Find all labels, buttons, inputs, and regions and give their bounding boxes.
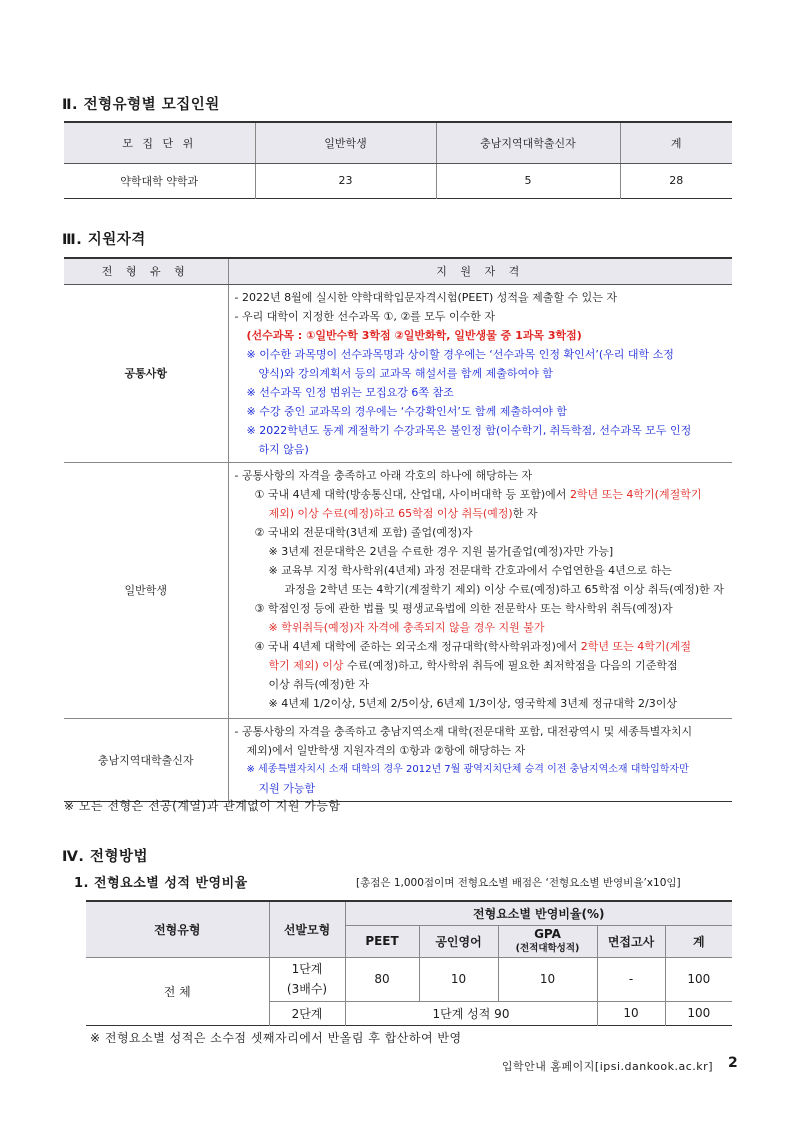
header-sum: 계 (665, 925, 732, 957)
cell-model-stage1 (269, 957, 345, 1001)
note-line: ※ 이수한 과목명이 선수과목명과 상이할 경우에는 ‘선수과목 인정 확인서’(우리 대학 소정 (246, 347, 674, 361)
note-line: 지원 가능함 (258, 781, 316, 795)
cell-total: 28 (620, 163, 732, 198)
table-row (86, 957, 732, 1001)
header-ratio-group: 전형요소별 반영비율(%) (345, 901, 732, 925)
header-english: 공인영어 (419, 925, 498, 957)
type-local: 충남지역대학출신자 (64, 718, 228, 801)
header-type: 전 형 유 형 (64, 258, 228, 284)
table-header-row (64, 122, 732, 163)
note-line: 과정을 2학년 또는 4학기(계절학기 제외) 이상 수료(예정)하고 65학점 이상 취득(예정)한 자 (284, 582, 724, 596)
text-line: 이상 취득(예정)한 자 (268, 677, 370, 691)
highlight-segment: 학기 제외) 이상 (268, 658, 344, 672)
stage1-multiple: (3배수) (286, 982, 328, 996)
eligibility-table (64, 257, 732, 802)
text-line: - 2022년 8월에 실시한 약학대학입문자격시험(PEET) 성적을 제출할 수 있는 자 (234, 290, 618, 304)
header-gpa-label: GPA (534, 926, 561, 941)
cell-gpa: 10 (498, 957, 597, 1001)
qualification-general (228, 462, 732, 718)
text-line (235, 504, 727, 523)
table-row-general (64, 462, 732, 718)
text-line (235, 637, 727, 656)
table-row (64, 163, 732, 198)
cell-unit: 약학대학 약학과 (120, 174, 199, 188)
type-common: 공통사항 (124, 367, 167, 380)
section-title-recruitment: Ⅱ. 전형유형별 모집인원 (62, 97, 220, 113)
footer-homepage: 입학안내 홈페이지[ipsi.dankook.ac.kr] (501, 1060, 713, 1073)
header-model: 선발모형 (269, 901, 345, 957)
note-rounding: ※ 전형요소별 성적은 소수점 셋째자리에서 반올림 후 합산하여 반영 (90, 1031, 462, 1045)
note-line: ※ 교육부 지정 학사학위(4년제) 과정 전문대학 간호과에서 수업연한을 4년으로 하는 (268, 563, 672, 577)
header-unit: 모 집 단 위 (64, 122, 255, 163)
header-peet: PEET (345, 925, 419, 957)
recruitment-table (64, 121, 732, 199)
table-row-local (64, 718, 732, 801)
text-line (235, 485, 727, 504)
text-line: ③ 학점인정 등에 관한 법률 및 평생교육법에 의한 전문학사 또는 학사학위 취득(예정)자 (254, 601, 673, 615)
page-number: 2 (728, 1055, 738, 1071)
note-line: ※ 세종특별자치시 소재 대학의 경우 2012년 7월 광역지치단체 승격 이전 충남지역소재 대학입학자만 (246, 763, 689, 775)
cell-english: 10 (419, 957, 498, 1001)
note-line: ※ 4년제 1/2이상, 5년제 2/5이상, 6년제 1/3이상, 영국학제 3년제 정규대학 2/3이상 (268, 696, 678, 710)
section-title-eligibility: Ⅲ. 지원자격 (62, 232, 146, 248)
cell-sum: 100 (665, 1001, 732, 1025)
note-line: ※ 수강 중인 교과목의 경우에는 ‘수강확인서’도 함께 제출하여야 함 (246, 404, 567, 418)
note-line: ※ 선수과목 인정 범위는 모집요강 6쪽 참조 (246, 385, 454, 399)
header-type: 전형유형 (86, 901, 269, 957)
header-qualification: 지 원 자 격 (228, 258, 732, 284)
section-title-method: Ⅳ. 전형방법 (62, 849, 149, 865)
cell-local: 5 (436, 163, 620, 198)
text-segment: ④ 국내 4년제 대학에 준하는 외국소재 정규대학(학사학위과정)에서 (254, 639, 581, 653)
cell-model-stage2: 2단계 (269, 1001, 345, 1025)
text-segment: 수료(예정)하고, 학사학위 취득에 필요한 최저학점을 다음의 기준학점 (343, 658, 678, 672)
table-row-common (64, 284, 732, 462)
text-line (235, 656, 727, 675)
cell-stage2-merged: 1단계 성적 90 (345, 1001, 597, 1025)
note-all-majors: ※ 모든 전형은 전공(계열)과 관계없이 지원 가능함 (64, 799, 341, 813)
score-ratio-table (86, 900, 732, 1026)
cell-general: 23 (255, 163, 436, 198)
header-local: 충남지역대학출신자 (436, 122, 620, 163)
header-gpa (498, 925, 597, 957)
text-line: ② 국내외 전문대학(3년제 포함) 졸업(예정)자 (254, 525, 473, 539)
cell-interview: 10 (597, 1001, 665, 1025)
subsection-title-ratio: 1. 전형요소별 성적 반영비율 (74, 876, 248, 891)
header-interview: 면접고사 (597, 925, 665, 957)
note-line: ※ 2022학년도 동계 계절학기 수강과목은 불인정 함(이수학기, 취득학점, 선수과목 모두 인정 (246, 423, 692, 437)
cell-interview: - (597, 957, 665, 1001)
cell-peet: 80 (345, 957, 419, 1001)
table-header-row (86, 901, 732, 925)
note-line: 양식)와 강의계획서 등의 교과목 해설서를 함께 제출하여야 함 (258, 366, 553, 380)
highlight-segment: 제외) 이상 수료(예정)하고 65학점 이상 취득(예정) (268, 506, 513, 520)
highlight-segment: 2학년 또는 4학기(계절학기 (569, 487, 702, 501)
cell-type: 전 체 (86, 957, 269, 1025)
text-segment: ① 국내 4년제 대학(방송통신대, 산업대, 사이버대학 등 포함)에서 (254, 487, 570, 501)
text-line: - 공통사항의 자격을 충족하고 아래 각호의 하나에 해당하는 자 (234, 468, 533, 482)
warning-line: ※ 학위취득(예정)자 자격에 충족되지 않을 경우 지원 불가 (268, 620, 545, 634)
text-segment: 한 자 (512, 506, 538, 520)
header-gpa-sub: (전적대학성적) (515, 942, 580, 954)
note-line: ※ 3년제 전문대학은 2년을 수료한 경우 지원 불가[졸업(예정)자만 가능] (268, 544, 614, 558)
header-general: 일반학생 (255, 122, 436, 163)
text-line: - 공통사항의 자격을 충족하고 충남지역소재 대학(전문대학 포함, 대전광역시 및 세종특별자치시 (234, 724, 693, 738)
table-header-row (64, 258, 732, 284)
highlight-segment: 2학년 또는 4학기(계절 (580, 639, 691, 653)
prerequisite-line: (선수과목 : ①일반수학 3학점 ②일반화학, 일반생물 중 1과목 3학점) (246, 328, 582, 342)
text-line: 제외)에서 일반학생 지원자격의 ①항과 ②항에 해당하는 자 (246, 743, 526, 757)
score-note: [총점은 1,000점이며 전형요소별 배점은 ‘전형요소별 반영비율’x10임] (356, 877, 681, 889)
stage1-label: 1단계 (291, 962, 323, 976)
qualification-local (228, 718, 732, 801)
qualification-common (228, 284, 732, 462)
text-line: - 우리 대학이 지정한 선수과목 ①, ②를 모두 이수한 자 (234, 309, 496, 323)
cell-sum: 100 (665, 957, 732, 1001)
header-total: 계 (620, 122, 732, 163)
type-general: 일반학생 (64, 462, 228, 718)
note-line: 하지 않음) (258, 442, 309, 456)
